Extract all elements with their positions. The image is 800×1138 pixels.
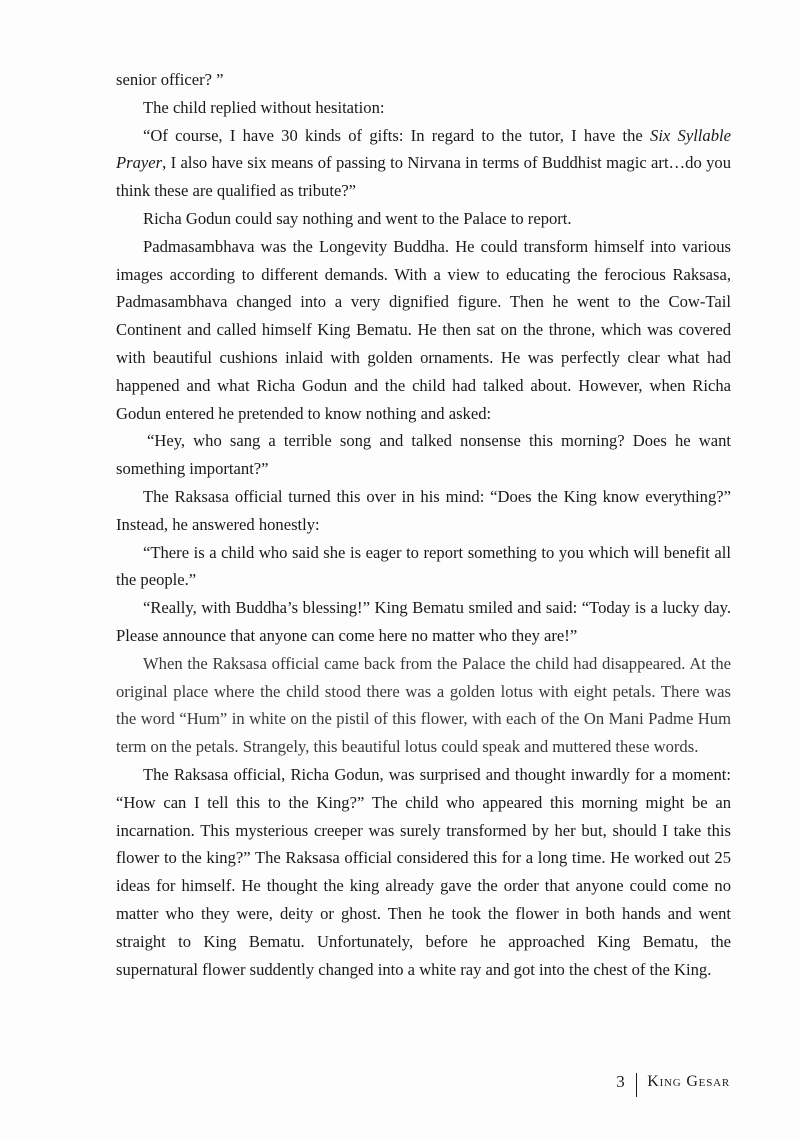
paragraph: The Raksasa official turned this over in his mind: “Does the King know everything?” Instead, he answered honestly: <box>116 486 731 534</box>
paragraph <box>116 122 731 205</box>
page-footer <box>616 1070 730 1094</box>
paragraph: The child replied without hesitation: <box>143 97 385 117</box>
footer-divider <box>636 1073 638 1097</box>
paragraph: The Raksasa official, Richa Godun, was surprised and thought inwardly for a moment: “How can I tell this to the King?” The child who appeared this morning might be an incarnation. This mysterious creeper was surely transformed by her but, should I take this flower to the king?” The Raksasa official considered this for a long time. He worked out 25 ideas for himself. He thought the king already gave the order that anyone could come no matter who they were, deity or ghost. Then he took the flower in both hands and went straight to King Bematu. Unfortunately, before he approached King Bematu, the supernatural flower suddently changed into a white ray and got into the chest of the King. <box>116 764 731 979</box>
paragraph: “Hey, who sang a terrible song and talked nonsense this morning? Does he want something important?” <box>116 431 731 479</box>
italic-title: Six Syllable Prayer <box>116 125 731 173</box>
paragraph-text: “Of course, I have 30 kinds of gifts: In regard to the tutor, I have the <box>143 125 651 145</box>
paragraph-text: , I also have six means of passing to Nirvana in terms of Buddhist magic art…do you think these are qualified as tribute?” <box>116 153 731 201</box>
paragraph: Padmasambhava was the Longevity Buddha. He could transform himself into various images according to different demands. With a view to educating the ferocious Raksasa, Padmasambhava changed into a very dignified figure. Then he went to the Cow-Tail Continent and called himself King Bematu. He then sat on the throne, which was covered with beautiful cushions inlaid with golden ornaments. He was perfectly clear what had happened and what Richa Godun and the child had talked about. However, when Richa Godun entered he pretended to know nothing and asked: <box>116 236 731 423</box>
page-number: 3 <box>616 1072 625 1091</box>
paragraph: “Really, with Buddha’s blessing!” King Bematu smiled and said: “Today is a lucky day. Please announce that anyone can come here no matter who they are!” <box>116 598 731 645</box>
paragraph-continuation: senior officer? ” <box>116 70 224 89</box>
paragraph: Richa Godun could say nothing and went to the Palace to report. <box>143 208 572 228</box>
body-text <box>116 66 731 983</box>
paragraph: When the Raksasa official came back from the Palace the child had disappeared. At the original place where the child stood there was a golden lotus with eight petals. There was the word “Hum” in white on the pistil of this flower, with each of the On Mani Padme Hum term on the petals. Strangely, this beautiful lotus could speak and muttered these words. <box>116 653 731 757</box>
paragraph: “There is a child who said she is eager to report something to you which will benefit all the people.” <box>116 542 731 590</box>
running-title: King Gesar <box>647 1073 730 1090</box>
